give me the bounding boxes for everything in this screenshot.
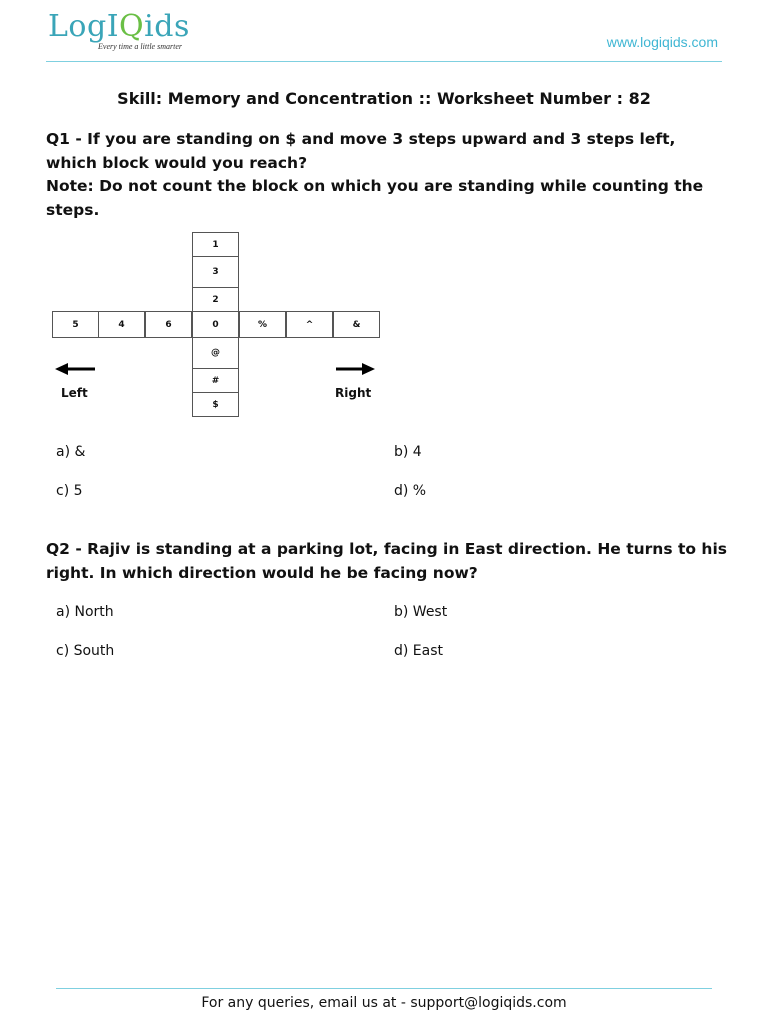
q1-line-2: which block would you reach?: [46, 153, 308, 172]
q1-note-line-1: Note: Do not count the block on which you are standing while counting the: [46, 177, 704, 195]
q1-question: [46, 128, 736, 222]
q2-option-b[interactable]: b) West: [394, 604, 448, 620]
right-label: Right: [335, 386, 372, 400]
logo-tagline: Every time a little smarter: [98, 42, 182, 51]
grid-cell-bottom-3: $: [192, 392, 239, 417]
q1-option-c[interactable]: c) 5: [56, 483, 83, 499]
q2-option-a[interactable]: a) North: [56, 604, 114, 620]
grid-cell-row-7: &: [333, 311, 380, 338]
grid-cell-top-1: 1: [192, 232, 239, 257]
grid-cell-bottom-2: #: [192, 368, 239, 393]
q1-line-1: Q1 - If you are standing on $ and move 3 steps upward and 3 steps left,: [46, 130, 676, 148]
logo: [48, 10, 190, 51]
q2-option-d[interactable]: d) East: [394, 643, 444, 659]
q2-line-1: Q2 - Rajiv is standing at a parking lot, facing in East direction. He turns to his: [46, 540, 727, 558]
q2-question: [46, 538, 736, 585]
site-url-link[interactable]: www.logiqids.com: [606, 34, 718, 50]
q1-note-line-2: steps.: [46, 200, 100, 219]
header-divider: [46, 61, 722, 62]
q2-line-2: right. In which direction would he be facing now?: [46, 563, 478, 582]
logo-wordmark: [48, 10, 190, 44]
logo-text-a: LogI: [48, 9, 120, 44]
right-arrow-icon: [334, 361, 376, 377]
footer-divider: [56, 988, 712, 989]
left-label: Left: [61, 386, 88, 400]
q1-option-d[interactable]: d) %: [394, 483, 427, 499]
q1-option-a[interactable]: a) &: [56, 444, 86, 460]
grid-cell-row-5: %: [239, 311, 286, 338]
grid-cell-row-2: 4: [98, 311, 145, 338]
grid-cell-bottom-1: @: [192, 337, 239, 369]
left-arrow-icon: [55, 361, 97, 377]
grid-cell-row-4: 0: [192, 311, 239, 338]
q1-option-b[interactable]: b) 4: [394, 444, 422, 460]
grid-cell-row-6: ^: [286, 311, 333, 338]
grid-cell-row-1: 5: [52, 311, 99, 338]
worksheet-title: Skill: Memory and Concentration :: Worksheet Number : 82: [117, 89, 651, 108]
footer-contact: For any queries, email us at - support@logiqids.com: [201, 995, 567, 1011]
grid-cell-top-3: 2: [192, 287, 239, 312]
q2-option-c[interactable]: c) South: [56, 643, 115, 659]
logo-text-b: Qids: [119, 9, 190, 44]
grid-cell-top-2: 3: [192, 256, 239, 288]
grid-cell-row-3: 6: [145, 311, 192, 338]
